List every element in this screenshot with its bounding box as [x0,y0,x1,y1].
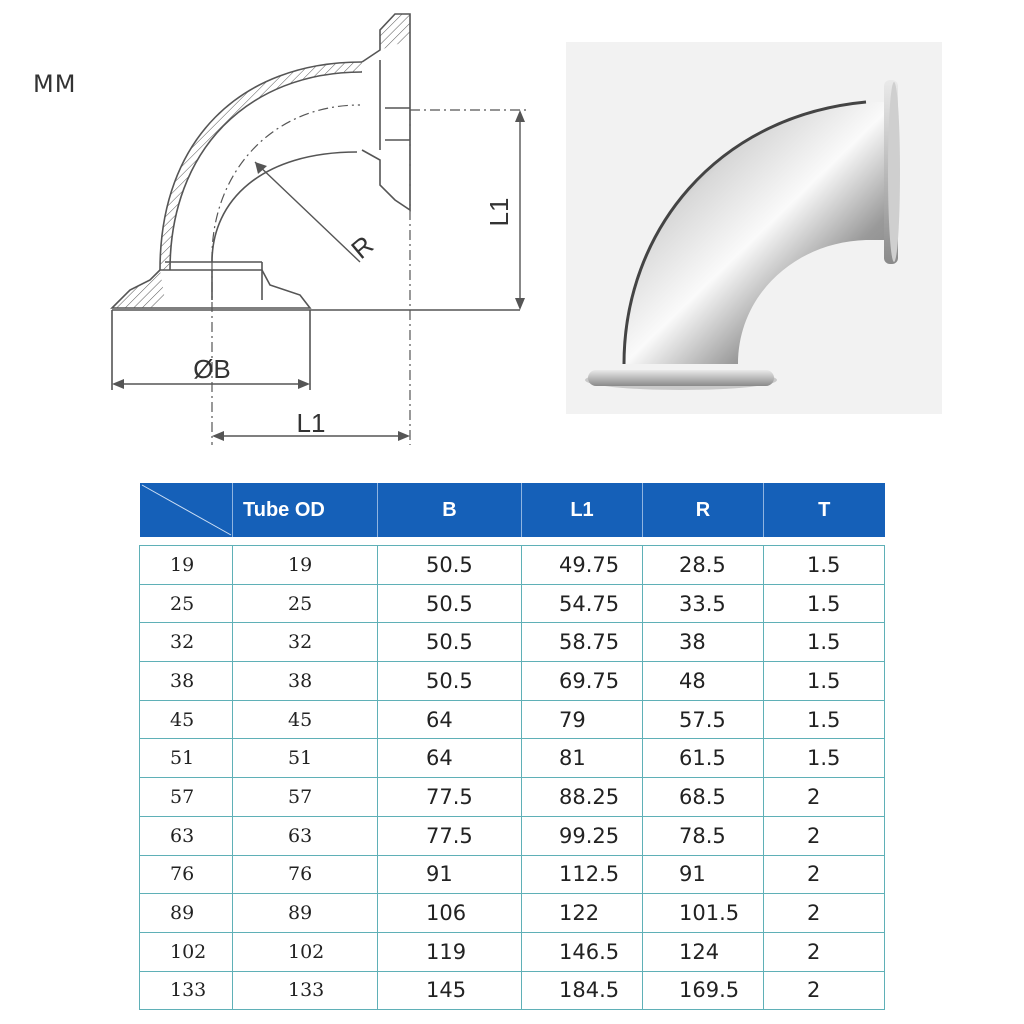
t-cell: 1.5 [764,623,885,662]
b-cell: 91 [378,855,522,894]
table-row [140,662,885,701]
tube-od-cell: 89 [233,894,378,933]
tube-od-cell: 133 [233,971,378,1010]
tube-od-cell: 102 [233,932,378,971]
table-row [140,932,885,971]
t-cell: 2 [764,816,885,855]
elbow-technical-drawing [100,0,540,460]
header-tube-od: Tube OD [233,483,378,537]
size-cell: 32 [140,623,233,662]
l1-cell: 88.25 [522,778,643,817]
table-row [140,739,885,778]
b-cell: 119 [378,932,522,971]
t-cell: 2 [764,971,885,1010]
r-cell: 124 [643,932,764,971]
l1-cell: 81 [522,739,643,778]
b-cell: 77.5 [378,816,522,855]
r-cell: 169.5 [643,971,764,1010]
r-cell: 38 [643,623,764,662]
size-cell: 102 [140,932,233,971]
table-row [140,894,885,933]
b-cell: 64 [378,739,522,778]
tube-od-cell: 45 [233,700,378,739]
spec-table [139,483,885,1010]
product-photo [566,42,942,414]
size-cell: 63 [140,816,233,855]
b-cell: 50.5 [378,623,522,662]
table-row [140,700,885,739]
size-cell: 19 [140,546,233,585]
l1-cell: 49.75 [522,546,643,585]
r-cell: 33.5 [643,584,764,623]
l1-vertical-label: L1 [484,197,514,227]
r-cell: 48 [643,662,764,701]
b-cell: 145 [378,971,522,1010]
l1-cell: 184.5 [522,971,643,1010]
t-cell: 2 [764,894,885,933]
tube-od-cell: 19 [233,546,378,585]
diagonal-divider-icon [140,483,233,537]
tube-od-cell: 38 [233,662,378,701]
size-cell: 38 [140,662,233,701]
t-cell: 2 [764,855,885,894]
b-cell: 77.5 [378,778,522,817]
header-t: T [764,483,885,537]
size-cell: 57 [140,778,233,817]
r-cell: 57.5 [643,700,764,739]
spacer-row [140,537,885,546]
stainless-elbow-icon [566,42,942,414]
r-cell: 68.5 [643,778,764,817]
l1-cell: 69.75 [522,662,643,701]
r-cell: 28.5 [643,546,764,585]
size-cell: 25 [140,584,233,623]
r-cell: 78.5 [643,816,764,855]
t-cell: 1.5 [764,584,885,623]
tube-od-cell: 63 [233,816,378,855]
r-cell: 91 [643,855,764,894]
table-row [140,584,885,623]
tube-od-cell: 32 [233,623,378,662]
size-cell: 89 [140,894,233,933]
unit-label: MM [33,70,77,98]
size-cell: 133 [140,971,233,1010]
size-cell: 51 [140,739,233,778]
t-cell: 1.5 [764,662,885,701]
l1-cell: 146.5 [522,932,643,971]
b-cell: 106 [378,894,522,933]
header-r: R [643,483,764,537]
b-cell: 50.5 [378,662,522,701]
b-cell: 64 [378,700,522,739]
size-cell: 45 [140,700,233,739]
radius-label: R [345,229,380,265]
size-cell: 76 [140,855,233,894]
l1-cell: 112.5 [522,855,643,894]
t-cell: 2 [764,932,885,971]
b-cell: 50.5 [378,546,522,585]
l1-cell: 58.75 [522,623,643,662]
t-cell: 1.5 [764,700,885,739]
t-cell: 1.5 [764,739,885,778]
b-cell: 50.5 [378,584,522,623]
table-row [140,778,885,817]
tube-od-cell: 76 [233,855,378,894]
t-cell: 2 [764,778,885,817]
t-cell: 1.5 [764,546,885,585]
r-cell: 101.5 [643,894,764,933]
l1-cell: 99.25 [522,816,643,855]
header-corner-cell [140,483,233,537]
l1-cell: 54.75 [522,584,643,623]
header-row [140,483,885,537]
table-row [140,546,885,585]
table-row [140,855,885,894]
diameter-b-label: ØB [193,354,231,384]
table-row [140,623,885,662]
header-l1: L1 [522,483,643,537]
table-row [140,816,885,855]
r-cell: 61.5 [643,739,764,778]
table-row [140,971,885,1010]
tube-od-cell: 57 [233,778,378,817]
l1-horizontal-label: L1 [296,408,326,438]
tube-od-cell: 25 [233,584,378,623]
tube-od-cell: 51 [233,739,378,778]
l1-cell: 122 [522,894,643,933]
l1-cell: 79 [522,700,643,739]
header-b: B [378,483,522,537]
